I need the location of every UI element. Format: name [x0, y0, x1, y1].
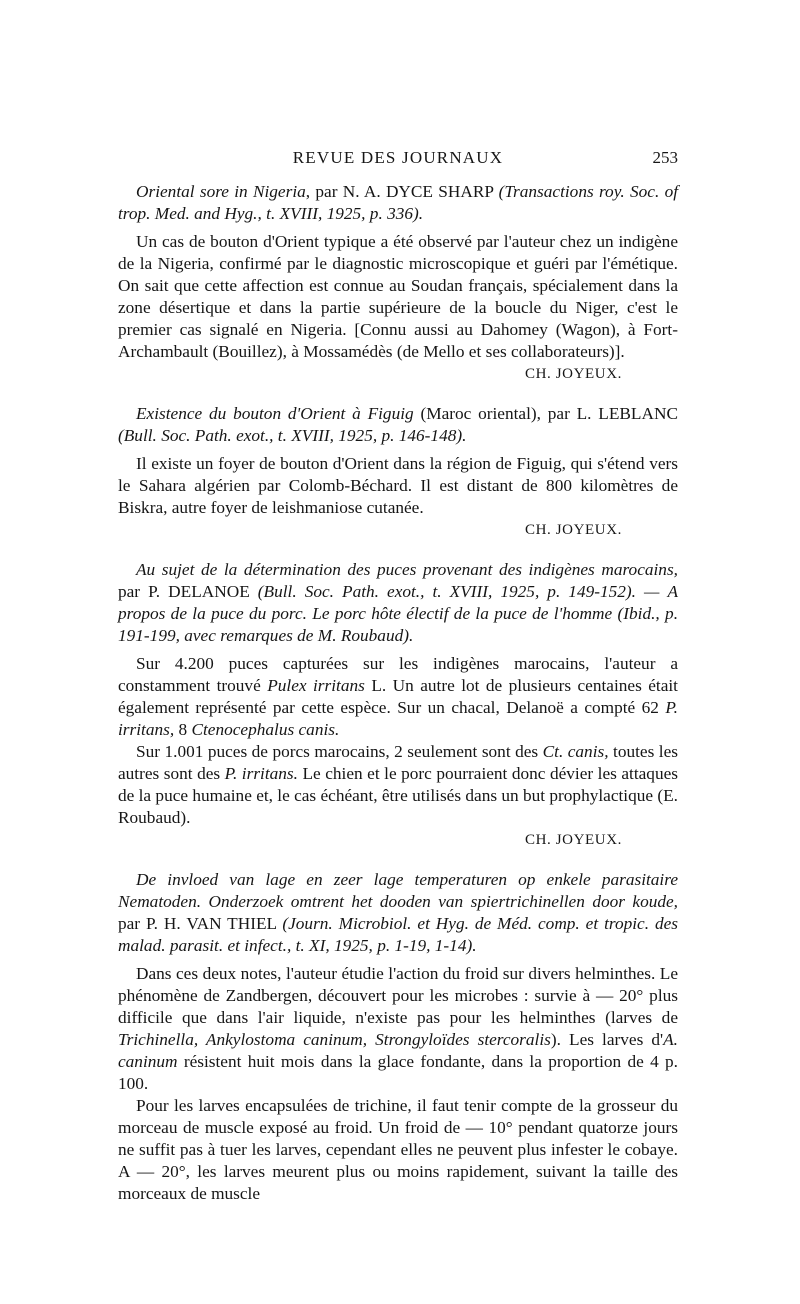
text-run: Sur 4.200 puces capturées sur les indigènes marocains, l'auteur a constamment trouvé: [118, 654, 678, 695]
text-run: Sur 1.001 puces de porcs marocains, 2 seulement sont des: [136, 742, 539, 761]
reviewer-signature: CH. JOYEUX.: [524, 366, 622, 382]
review-paragraph: Pour les larves encapsulées de trichine, il faut tenir compte de la grosseur du morceau de muscle exposé au froid. Un froid de — 10° pendant quatorze jours ne suffit pas à tuer les larves, cependant elles ne peuvent plus infester le cobaye. A — 20°, les larves meurent plus ou moins rapidement, suivant la taille des morceaux de muscle: [118, 1096, 678, 1203]
text-run: ). Les larves d': [550, 1030, 664, 1049]
species-name: Pulex irritans: [267, 676, 365, 695]
review-paragraph: [118, 741, 678, 829]
article-title: De invloed van lage en zeer lage temperaturen op enkele parasitaire Nematoden. Onderzoek omtrent het dooden van spiertrichinellen door koude,: [118, 870, 678, 911]
entry-citation: [118, 559, 678, 647]
text-run: résistent huit mois dans la glace fondante, dans la proportion de 4 p. 100.: [118, 1052, 678, 1093]
article-source-second: (Ibid., p. 191-199, avec remarques de M. Roubaud).: [118, 604, 679, 645]
article-title: Au sujet de la détermination des puces provenant des indigènes marocains,: [136, 560, 678, 579]
text-run: 8: [178, 720, 188, 739]
species-name: P. irritans.: [224, 764, 298, 783]
review-entry: [118, 559, 678, 851]
entry-citation: [118, 403, 678, 447]
text-run: Le chien et le porc pourraient donc dévier les attaques de la puce humaine et, le cas échéant, être utilisés dans un but prophylactique (E. Roubaud).: [118, 764, 678, 827]
reviewer-signature: CH. JOYEUX.: [524, 522, 622, 538]
species-name: Ct. canis,: [542, 742, 609, 761]
article-source: (Journ. Microbiol. et Hyg. de Méd. comp. et tropic. des malad. parasit. et infect., t. XI, 1925, p. 1-19, 1-14).: [118, 914, 678, 955]
review-paragraph: Il existe un foyer de bouton d'Orient dans la région de Figuig, qui s'étend vers le Sahara algérien par Colomb-Béchard. Il est distant de 800 kilomètres de Biskra, autre foyer de leishmaniose cutanée.: [118, 454, 678, 517]
review-paragraph: Un cas de bouton d'Orient typique a été observé par l'auteur chez un indigène de la Nigeria, confirmé par le diagnostic microscopique et guéri par l'émétique. On sait que cette affection est connue au Soudan français, spécialement dans la zone désertique et dans la partie supérieure de la boucle du Niger, c'est le premier cas signalé en Nigeria. [Connu aussi au Dahomey (Wagon), à Fort-Archambault (Bouillez), à Mossamédès (de Mello et ses collaborateurs)].: [118, 232, 678, 361]
review-entry: [118, 181, 678, 385]
article-title-second: A propos de la puce du porc. Le porc hôte électif de la puce de l'homme: [118, 582, 678, 623]
article-authors: par N. A. DYCE SHARP: [315, 182, 494, 201]
species-name: Ctenocephalus canis.: [191, 720, 340, 739]
species-name: P. irritans,: [118, 698, 678, 739]
page-header: [118, 148, 678, 172]
species-name: A. caninum: [118, 1030, 679, 1071]
species-name: Trichinella, Ankylostoma caninum, Strongyloïdes stercoralis: [118, 1030, 551, 1049]
page-number: 253: [652, 148, 678, 167]
running-title: REVUE DES JOURNAUX: [292, 148, 504, 167]
review-paragraph: [118, 963, 678, 1095]
text-run: Dans ces deux notes, l'auteur étudie l'action du froid sur divers helminthes. Le phénomène de Zandbergen, découvert pour les microbes : survie à — 20° plus difficile que dans l'air liquide, n'existe pas pour les helminthes (larves de: [118, 964, 678, 1027]
text-run: toutes les autres sont des: [118, 742, 678, 783]
article-authors: par P. DELANOE: [118, 582, 250, 601]
review-entry: [118, 403, 678, 541]
review-entry: [118, 869, 678, 1205]
article-title: Oriental sore in Nigeria: [136, 182, 306, 201]
article-source: (Transactions roy. Soc. of trop. Med. and Hyg., t. XVIII, 1925, p. 336).: [118, 182, 679, 223]
entry-citation: Oriental sore in Nigeria, par N. A. DYCE SHARP (Transactions roy. Soc. of trop. Med. and Hyg., t. XVIII, 1925, p. 336).: [118, 182, 679, 223]
page-content: [118, 181, 678, 1223]
article-source: (Bull. Soc. Path. exot., t. XVIII, 1925, p. 146-148).: [118, 426, 467, 445]
article-authors: par P. H. VAN THIEL: [118, 914, 277, 933]
article-title-rest: (Maroc oriental), par L. LEBLANC: [420, 404, 678, 423]
reviewer-signature: CH. JOYEUX.: [524, 832, 622, 848]
article-source: (Bull. Soc. Path. exot., t. XVIII, 1925, p. 149-152). —: [257, 582, 660, 601]
entry-citation: [118, 869, 678, 957]
text-run: L. Un autre lot de plusieurs centaines était également représenté par cette espèce. Sur un chacal, Delanoë a compté 62: [118, 676, 678, 717]
review-paragraph: [118, 653, 678, 741]
article-title: Existence du bouton d'Orient à Figuig: [136, 404, 414, 423]
